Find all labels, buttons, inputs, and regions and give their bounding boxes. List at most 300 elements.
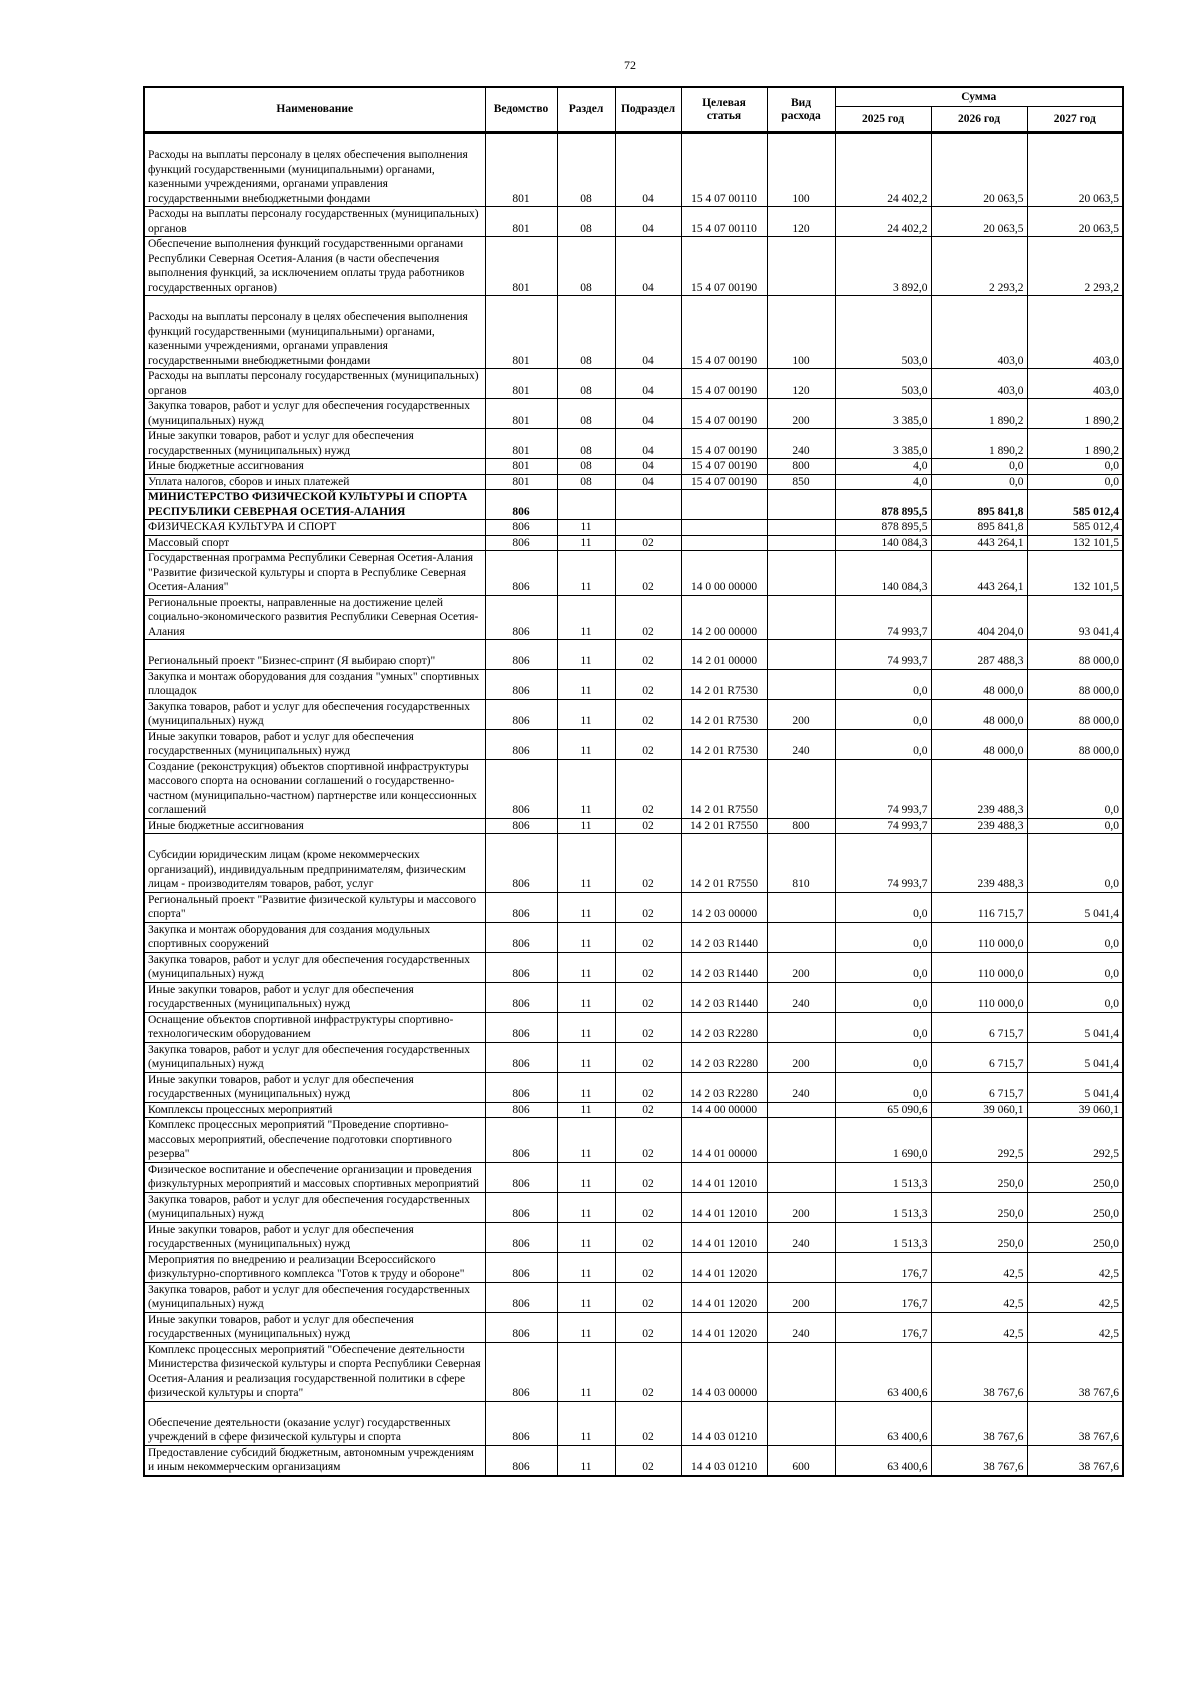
- row-2027-cell: 250,0: [1027, 1192, 1123, 1222]
- row-2025-cell: 140 084,3: [835, 551, 931, 596]
- row-2027-cell: 585 012,4: [1027, 520, 1123, 536]
- row-expense-type-cell: [767, 759, 835, 818]
- row-target-cell: 14 4 01 12010: [681, 1222, 767, 1252]
- row-name-cell: Закупка товаров, работ и услуг для обеспечения государственных (муниципальных) нужд: [144, 699, 485, 729]
- row-subsection-cell: 02: [615, 922, 681, 952]
- row-2026-cell: 1 890,2: [931, 399, 1027, 429]
- row-section-cell: 11: [557, 520, 615, 536]
- row-section-cell: 08: [557, 459, 615, 475]
- row-2025-cell: 74 993,7: [835, 759, 931, 818]
- row-section-cell: 11: [557, 1012, 615, 1042]
- row-name-cell: Обеспечение выполнения функций государственными органами Республики Северная Осетия-Алания (в части обеспечения выполнения функций, за исключением оплаты труда работников государственных органов): [144, 237, 485, 296]
- row-2027-cell: 42,5: [1027, 1282, 1123, 1312]
- row-2026-cell: 895 841,8: [931, 520, 1027, 536]
- row-2025-cell: 24 402,2: [835, 207, 931, 237]
- row-2027-cell: 88 000,0: [1027, 669, 1123, 699]
- table-row: [144, 551, 1123, 596]
- row-subsection-cell: 02: [615, 982, 681, 1012]
- row-2027-cell: 250,0: [1027, 1162, 1123, 1192]
- row-target-cell: 14 2 01 00000: [681, 640, 767, 670]
- table-row: [144, 1012, 1123, 1042]
- row-2026-cell: 250,0: [931, 1192, 1027, 1222]
- row-2027-cell: 292,5: [1027, 1118, 1123, 1163]
- row-target-cell: 14 2 01 R7550: [681, 818, 767, 834]
- row-2026-cell: 48 000,0: [931, 669, 1027, 699]
- row-target-cell: 14 2 01 R7550: [681, 759, 767, 818]
- row-expense-type-cell: [767, 1401, 835, 1445]
- row-section-cell: 11: [557, 1312, 615, 1342]
- row-2025-cell: 0,0: [835, 1012, 931, 1042]
- row-name-cell: Расходы на выплаты персоналу в целях обеспечения выполнения функций государственными (муниципальными) органами, казенными учреждениями, органами управления государственными внебюджетными фондами: [144, 296, 485, 369]
- row-2026-cell: 48 000,0: [931, 729, 1027, 759]
- row-dept-cell: 806: [485, 1118, 557, 1163]
- row-section-cell: 11: [557, 1042, 615, 1072]
- row-expense-type-cell: 240: [767, 1312, 835, 1342]
- row-name-cell: Мероприятия по внедрению и реализации Всероссийского физкультурно-спортивного комплекса "Готов к труду и обороне": [144, 1252, 485, 1282]
- table-row: [144, 640, 1123, 670]
- row-2025-cell: 74 993,7: [835, 640, 931, 670]
- row-section-cell: 11: [557, 1118, 615, 1163]
- table-row: [144, 1042, 1123, 1072]
- row-expense-type-cell: [767, 595, 835, 640]
- row-section-cell: 08: [557, 474, 615, 490]
- row-dept-cell: 806: [485, 759, 557, 818]
- row-target-cell: 15 4 07 00190: [681, 474, 767, 490]
- row-2026-cell: 443 264,1: [931, 551, 1027, 596]
- row-subsection-cell: 02: [615, 1072, 681, 1102]
- row-subsection-cell: 04: [615, 429, 681, 459]
- row-2027-cell: 0,0: [1027, 922, 1123, 952]
- row-name-cell: Региональный проект "Бизнес-спринт (Я выбираю спорт)": [144, 640, 485, 670]
- row-2027-cell: 88 000,0: [1027, 729, 1123, 759]
- row-expense-type-cell: 800: [767, 459, 835, 475]
- row-expense-type-cell: [767, 520, 835, 536]
- row-name-cell: Комплексы процессных мероприятий: [144, 1102, 485, 1118]
- row-2025-cell: 1 513,3: [835, 1162, 931, 1192]
- row-dept-cell: 806: [485, 1192, 557, 1222]
- row-section-cell: 11: [557, 535, 615, 551]
- row-expense-type-cell: [767, 892, 835, 922]
- row-2026-cell: 239 488,3: [931, 834, 1027, 893]
- row-section-cell: 11: [557, 640, 615, 670]
- row-section-cell: 08: [557, 429, 615, 459]
- table-row: [144, 399, 1123, 429]
- row-name-cell: ФИЗИЧЕСКАЯ КУЛЬТУРА И СПОРТ: [144, 520, 485, 536]
- row-section-cell: 11: [557, 1102, 615, 1118]
- row-name-cell: Закупка и монтаж оборудования для создания "умных" спортивных площадок: [144, 669, 485, 699]
- row-subsection-cell: 02: [615, 595, 681, 640]
- row-expense-type-cell: [767, 669, 835, 699]
- row-2026-cell: 6 715,7: [931, 1012, 1027, 1042]
- row-name-cell: Иные закупки товаров, работ и услуг для обеспечения государственных (муниципальных) нужд: [144, 1312, 485, 1342]
- table-row: [144, 1445, 1123, 1476]
- row-2026-cell: 42,5: [931, 1312, 1027, 1342]
- row-target-cell: 14 2 03 R1440: [681, 982, 767, 1012]
- row-subsection-cell: 04: [615, 369, 681, 399]
- table-body: [144, 133, 1123, 1476]
- row-subsection-cell: 02: [615, 699, 681, 729]
- row-section-cell: 08: [557, 296, 615, 369]
- row-name-cell: Расходы на выплаты персоналу в целях обеспечения выполнения функций государственными (муниципальными) органами, казенными учреждениями, органами управления государственными внебюджетными фондами: [144, 133, 485, 207]
- row-2025-cell: 140 084,3: [835, 535, 931, 551]
- row-2027-cell: 0,0: [1027, 459, 1123, 475]
- row-subsection-cell: 02: [615, 1162, 681, 1192]
- table-row: [144, 429, 1123, 459]
- row-2027-cell: 88 000,0: [1027, 640, 1123, 670]
- row-name-cell: Создание (реконструкция) объектов спортивной инфраструктуры массового спорта на основании соглашений о государственно-частном (муниципально-частном) партнерстве или концессионных соглашений: [144, 759, 485, 818]
- table-row: [144, 1401, 1123, 1445]
- row-target-cell: 15 4 07 00110: [681, 207, 767, 237]
- row-expense-type-cell: [767, 551, 835, 596]
- row-dept-cell: 801: [485, 133, 557, 207]
- table-row: [144, 1312, 1123, 1342]
- table-row: [144, 669, 1123, 699]
- row-name-cell: Иные бюджетные ассигнования: [144, 459, 485, 475]
- row-dept-cell: 806: [485, 952, 557, 982]
- row-expense-type-cell: [767, 1102, 835, 1118]
- row-dept-cell: 806: [485, 982, 557, 1012]
- row-section-cell: 11: [557, 1252, 615, 1282]
- row-2026-cell: 0,0: [931, 459, 1027, 475]
- row-subsection-cell: 02: [615, 1282, 681, 1312]
- row-name-cell: МИНИСТЕРСТВО ФИЗИЧЕСКОЙ КУЛЬТУРЫ И СПОРТА РЕСПУБЛИКИ СЕВЕРНАЯ ОСЕТИЯ-АЛАНИЯ: [144, 490, 485, 520]
- row-name-cell: Физическое воспитание и обеспечение организации и проведения физкультурных мероприятий и массовых спортивных мероприятий: [144, 1162, 485, 1192]
- row-expense-type-cell: [767, 922, 835, 952]
- row-2027-cell: 38 767,6: [1027, 1445, 1123, 1476]
- row-section-cell: 11: [557, 1222, 615, 1252]
- table-row: [144, 1192, 1123, 1222]
- row-2026-cell: 895 841,8: [931, 490, 1027, 520]
- page-number: 72: [624, 58, 636, 72]
- row-subsection-cell: 02: [615, 818, 681, 834]
- row-2025-cell: 0,0: [835, 952, 931, 982]
- row-expense-type-cell: 200: [767, 699, 835, 729]
- row-section-cell: 08: [557, 207, 615, 237]
- row-section-cell: 11: [557, 1072, 615, 1102]
- row-2025-cell: 63 400,6: [835, 1445, 931, 1476]
- row-section-cell: 11: [557, 892, 615, 922]
- row-2027-cell: 132 101,5: [1027, 535, 1123, 551]
- row-target-cell: 14 4 03 01210: [681, 1401, 767, 1445]
- row-2027-cell: 5 041,4: [1027, 892, 1123, 922]
- row-expense-type-cell: 200: [767, 1192, 835, 1222]
- table-row: [144, 699, 1123, 729]
- row-subsection-cell: 02: [615, 535, 681, 551]
- row-subsection-cell: 02: [615, 551, 681, 596]
- row-subsection-cell: 04: [615, 399, 681, 429]
- row-name-cell: Иные закупки товаров, работ и услуг для обеспечения государственных (муниципальных) нужд: [144, 1222, 485, 1252]
- table-row: [144, 520, 1123, 536]
- row-expense-type-cell: 120: [767, 369, 835, 399]
- row-2027-cell: 20 063,5: [1027, 133, 1123, 207]
- row-dept-cell: 806: [485, 1072, 557, 1102]
- row-2026-cell: 48 000,0: [931, 699, 1027, 729]
- row-section-cell: 11: [557, 834, 615, 893]
- table-row: [144, 133, 1123, 207]
- table-row: [144, 1072, 1123, 1102]
- row-2026-cell: 403,0: [931, 369, 1027, 399]
- row-dept-cell: 806: [485, 1401, 557, 1445]
- row-subsection-cell: 02: [615, 892, 681, 922]
- row-target-cell: 14 4 00 00000: [681, 1102, 767, 1118]
- row-2025-cell: 878 895,5: [835, 490, 931, 520]
- row-2025-cell: 0,0: [835, 669, 931, 699]
- row-expense-type-cell: 240: [767, 982, 835, 1012]
- row-expense-type-cell: 240: [767, 1222, 835, 1252]
- row-2025-cell: 3 385,0: [835, 429, 931, 459]
- row-2027-cell: 42,5: [1027, 1312, 1123, 1342]
- row-subsection-cell: 02: [615, 729, 681, 759]
- table-row: [144, 922, 1123, 952]
- row-2027-cell: 132 101,5: [1027, 551, 1123, 596]
- row-dept-cell: 806: [485, 699, 557, 729]
- row-section-cell: 11: [557, 1192, 615, 1222]
- row-target-cell: [681, 490, 767, 520]
- row-2027-cell: 88 000,0: [1027, 699, 1123, 729]
- row-section-cell: 11: [557, 1342, 615, 1401]
- row-subsection-cell: 02: [615, 1042, 681, 1072]
- row-subsection-cell: 02: [615, 1222, 681, 1252]
- row-dept-cell: 806: [485, 535, 557, 551]
- row-2025-cell: 74 993,7: [835, 595, 931, 640]
- row-section-cell: 11: [557, 922, 615, 952]
- row-subsection-cell: 02: [615, 952, 681, 982]
- row-dept-cell: 801: [485, 237, 557, 296]
- row-section-cell: 11: [557, 952, 615, 982]
- row-2025-cell: 3 385,0: [835, 399, 931, 429]
- row-2027-cell: 38 767,6: [1027, 1342, 1123, 1401]
- row-name-cell: Массовый спорт: [144, 535, 485, 551]
- row-2026-cell: 38 767,6: [931, 1342, 1027, 1401]
- row-subsection-cell: 02: [615, 1118, 681, 1163]
- row-name-cell: Иные закупки товаров, работ и услуг для обеспечения государственных (муниципальных) нужд: [144, 1072, 485, 1102]
- row-expense-type-cell: 850: [767, 474, 835, 490]
- row-dept-cell: 806: [485, 922, 557, 952]
- table-row: [144, 952, 1123, 982]
- row-dept-cell: 806: [485, 595, 557, 640]
- row-2026-cell: 292,5: [931, 1118, 1027, 1163]
- row-expense-type-cell: [767, 1012, 835, 1042]
- row-dept-cell: 806: [485, 1252, 557, 1282]
- row-dept-cell: 801: [485, 207, 557, 237]
- row-subsection-cell: 04: [615, 296, 681, 369]
- row-dept-cell: 801: [485, 399, 557, 429]
- row-section-cell: 11: [557, 551, 615, 596]
- row-name-cell: Комплекс процессных мероприятий "Проведение спортивно-массовых мероприятий, обеспечение подготовки спортивного резерва": [144, 1118, 485, 1163]
- row-section-cell: [557, 490, 615, 520]
- row-2026-cell: 0,0: [931, 474, 1027, 490]
- row-2025-cell: 65 090,6: [835, 1102, 931, 1118]
- row-subsection-cell: 02: [615, 1312, 681, 1342]
- row-2025-cell: 3 892,0: [835, 237, 931, 296]
- row-2025-cell: 878 895,5: [835, 520, 931, 536]
- row-2025-cell: 74 993,7: [835, 834, 931, 893]
- row-expense-type-cell: [767, 640, 835, 670]
- row-2026-cell: 6 715,7: [931, 1072, 1027, 1102]
- row-2027-cell: 403,0: [1027, 296, 1123, 369]
- row-expense-type-cell: 200: [767, 399, 835, 429]
- row-2026-cell: 2 293,2: [931, 237, 1027, 296]
- row-2025-cell: 4,0: [835, 474, 931, 490]
- row-2026-cell: 42,5: [931, 1282, 1027, 1312]
- row-dept-cell: 806: [485, 818, 557, 834]
- row-2027-cell: 20 063,5: [1027, 207, 1123, 237]
- row-target-cell: 14 4 03 00000: [681, 1342, 767, 1401]
- row-2026-cell: 404 204,0: [931, 595, 1027, 640]
- row-dept-cell: 801: [485, 369, 557, 399]
- table-row: [144, 1222, 1123, 1252]
- row-subsection-cell: 02: [615, 1342, 681, 1401]
- row-dept-cell: 801: [485, 429, 557, 459]
- table-row: [144, 1252, 1123, 1282]
- table-row: [144, 729, 1123, 759]
- row-expense-type-cell: 600: [767, 1445, 835, 1476]
- row-section-cell: 11: [557, 1401, 615, 1445]
- row-2027-cell: 1 890,2: [1027, 429, 1123, 459]
- row-2025-cell: 0,0: [835, 982, 931, 1012]
- row-2025-cell: 0,0: [835, 1042, 931, 1072]
- row-2027-cell: 42,5: [1027, 1252, 1123, 1282]
- row-target-cell: 15 4 07 00190: [681, 459, 767, 475]
- row-name-cell: Уплата налогов, сборов и иных платежей: [144, 474, 485, 490]
- row-name-cell: Субсидии юридическим лицам (кроме некоммерческих организаций), индивидуальным предпринимателям, физическим лицам - производителям товаров, работ, услуг: [144, 834, 485, 893]
- row-2026-cell: 250,0: [931, 1162, 1027, 1192]
- row-target-cell: 14 4 01 12020: [681, 1252, 767, 1282]
- row-section-cell: 08: [557, 133, 615, 207]
- row-2026-cell: 110 000,0: [931, 952, 1027, 982]
- row-expense-type-cell: 240: [767, 729, 835, 759]
- row-expense-type-cell: [767, 237, 835, 296]
- row-2025-cell: 176,7: [835, 1252, 931, 1282]
- row-dept-cell: 806: [485, 669, 557, 699]
- row-2025-cell: 63 400,6: [835, 1401, 931, 1445]
- row-name-cell: Региональный проект "Развитие физической культуры и массового спорта": [144, 892, 485, 922]
- row-subsection-cell: 02: [615, 1192, 681, 1222]
- row-section-cell: 08: [557, 369, 615, 399]
- row-target-cell: 14 0 00 00000: [681, 551, 767, 596]
- row-dept-cell: 806: [485, 729, 557, 759]
- row-section-cell: 11: [557, 1162, 615, 1192]
- row-expense-type-cell: [767, 1252, 835, 1282]
- row-2025-cell: 4,0: [835, 459, 931, 475]
- row-2025-cell: 0,0: [835, 1072, 931, 1102]
- row-name-cell: Иные закупки товаров, работ и услуг для обеспечения государственных (муниципальных) нужд: [144, 982, 485, 1012]
- row-2025-cell: 503,0: [835, 296, 931, 369]
- row-subsection-cell: 02: [615, 759, 681, 818]
- table-row: [144, 237, 1123, 296]
- row-name-cell: Комплекс процессных мероприятий "Обеспечение деятельности Министерства физической культуры и спорта Республики Северная Осетия-Алания и реализация государственной политики в сфере физической культуры и спорта": [144, 1342, 485, 1401]
- row-2027-cell: 0,0: [1027, 474, 1123, 490]
- row-2027-cell: 0,0: [1027, 834, 1123, 893]
- row-2026-cell: 6 715,7: [931, 1042, 1027, 1072]
- row-section-cell: 08: [557, 399, 615, 429]
- header-section: Раздел: [557, 87, 615, 133]
- row-2025-cell: 0,0: [835, 729, 931, 759]
- row-dept-cell: 806: [485, 1312, 557, 1342]
- header-2025: 2025 год: [835, 107, 931, 133]
- header-expense-type: Вид расхода: [767, 87, 835, 133]
- table-row: [144, 296, 1123, 369]
- row-dept-cell: 801: [485, 296, 557, 369]
- row-2026-cell: 39 060,1: [931, 1102, 1027, 1118]
- row-2027-cell: 0,0: [1027, 818, 1123, 834]
- row-target-cell: 14 4 01 12020: [681, 1282, 767, 1312]
- row-2026-cell: 443 264,1: [931, 535, 1027, 551]
- row-2026-cell: 38 767,6: [931, 1445, 1027, 1476]
- row-target-cell: 14 2 01 R7550: [681, 834, 767, 893]
- row-target-cell: 15 4 07 00190: [681, 237, 767, 296]
- row-2026-cell: 38 767,6: [931, 1401, 1027, 1445]
- row-2026-cell: 110 000,0: [931, 982, 1027, 1012]
- header-2027: 2027 год: [1027, 107, 1123, 133]
- row-2026-cell: 20 063,5: [931, 133, 1027, 207]
- table-row: [144, 1282, 1123, 1312]
- row-target-cell: 14 4 01 12020: [681, 1312, 767, 1342]
- table-row: [144, 818, 1123, 834]
- row-2025-cell: 74 993,7: [835, 818, 931, 834]
- row-2027-cell: 1 890,2: [1027, 399, 1123, 429]
- row-subsection-cell: 02: [615, 1445, 681, 1476]
- row-name-cell: Государственная программа Республики Северная Осетия-Алания "Развитие физической культуры и спорта в Республике Северная Осетия-Алания": [144, 551, 485, 596]
- row-subsection-cell: 02: [615, 834, 681, 893]
- row-2026-cell: 287 488,3: [931, 640, 1027, 670]
- row-section-cell: 11: [557, 982, 615, 1012]
- row-section-cell: 11: [557, 818, 615, 834]
- row-2025-cell: 176,7: [835, 1282, 931, 1312]
- row-2027-cell: 250,0: [1027, 1222, 1123, 1252]
- row-expense-type-cell: [767, 535, 835, 551]
- row-subsection-cell: 04: [615, 133, 681, 207]
- row-target-cell: 14 2 03 R2280: [681, 1012, 767, 1042]
- row-name-cell: Иные закупки товаров, работ и услуг для обеспечения государственных (муниципальных) нужд: [144, 429, 485, 459]
- row-target-cell: 14 2 03 R2280: [681, 1042, 767, 1072]
- row-2026-cell: 403,0: [931, 296, 1027, 369]
- row-subsection-cell: 04: [615, 459, 681, 475]
- row-dept-cell: 806: [485, 490, 557, 520]
- row-section-cell: 11: [557, 729, 615, 759]
- row-target-cell: 15 4 07 00190: [681, 369, 767, 399]
- row-name-cell: Закупка товаров, работ и услуг для обеспечения государственных (муниципальных) нужд: [144, 1282, 485, 1312]
- row-2025-cell: 63 400,6: [835, 1342, 931, 1401]
- row-2027-cell: 0,0: [1027, 952, 1123, 982]
- row-dept-cell: 806: [485, 1042, 557, 1072]
- table-row: [144, 759, 1123, 818]
- row-expense-type-cell: 200: [767, 1042, 835, 1072]
- row-name-cell: Закупка товаров, работ и услуг для обеспечения государственных (муниципальных) нужд: [144, 952, 485, 982]
- row-target-cell: 14 2 01 R7530: [681, 729, 767, 759]
- row-subsection-cell: 02: [615, 669, 681, 699]
- row-expense-type-cell: [767, 1342, 835, 1401]
- row-dept-cell: 806: [485, 1162, 557, 1192]
- header-sum: Сумма: [835, 87, 1123, 107]
- row-target-cell: 14 2 03 R2280: [681, 1072, 767, 1102]
- row-expense-type-cell: 200: [767, 952, 835, 982]
- row-name-cell: Расходы на выплаты персоналу государственных (муниципальных) органов: [144, 369, 485, 399]
- row-2026-cell: 239 488,3: [931, 818, 1027, 834]
- budget-table: [143, 86, 1124, 1477]
- row-name-cell: Обеспечение деятельности (оказание услуг) государственных учреждений в сфере физической культуры и спорта: [144, 1401, 485, 1445]
- row-2026-cell: 42,5: [931, 1252, 1027, 1282]
- row-subsection-cell: [615, 520, 681, 536]
- row-dept-cell: 806: [485, 1282, 557, 1312]
- row-target-cell: [681, 520, 767, 536]
- row-expense-type-cell: 120: [767, 207, 835, 237]
- row-name-cell: Закупка и монтаж оборудования для создания модульных спортивных сооружений: [144, 922, 485, 952]
- row-expense-type-cell: [767, 490, 835, 520]
- row-dept-cell: 806: [485, 892, 557, 922]
- row-2027-cell: 38 767,6: [1027, 1401, 1123, 1445]
- row-expense-type-cell: 800: [767, 818, 835, 834]
